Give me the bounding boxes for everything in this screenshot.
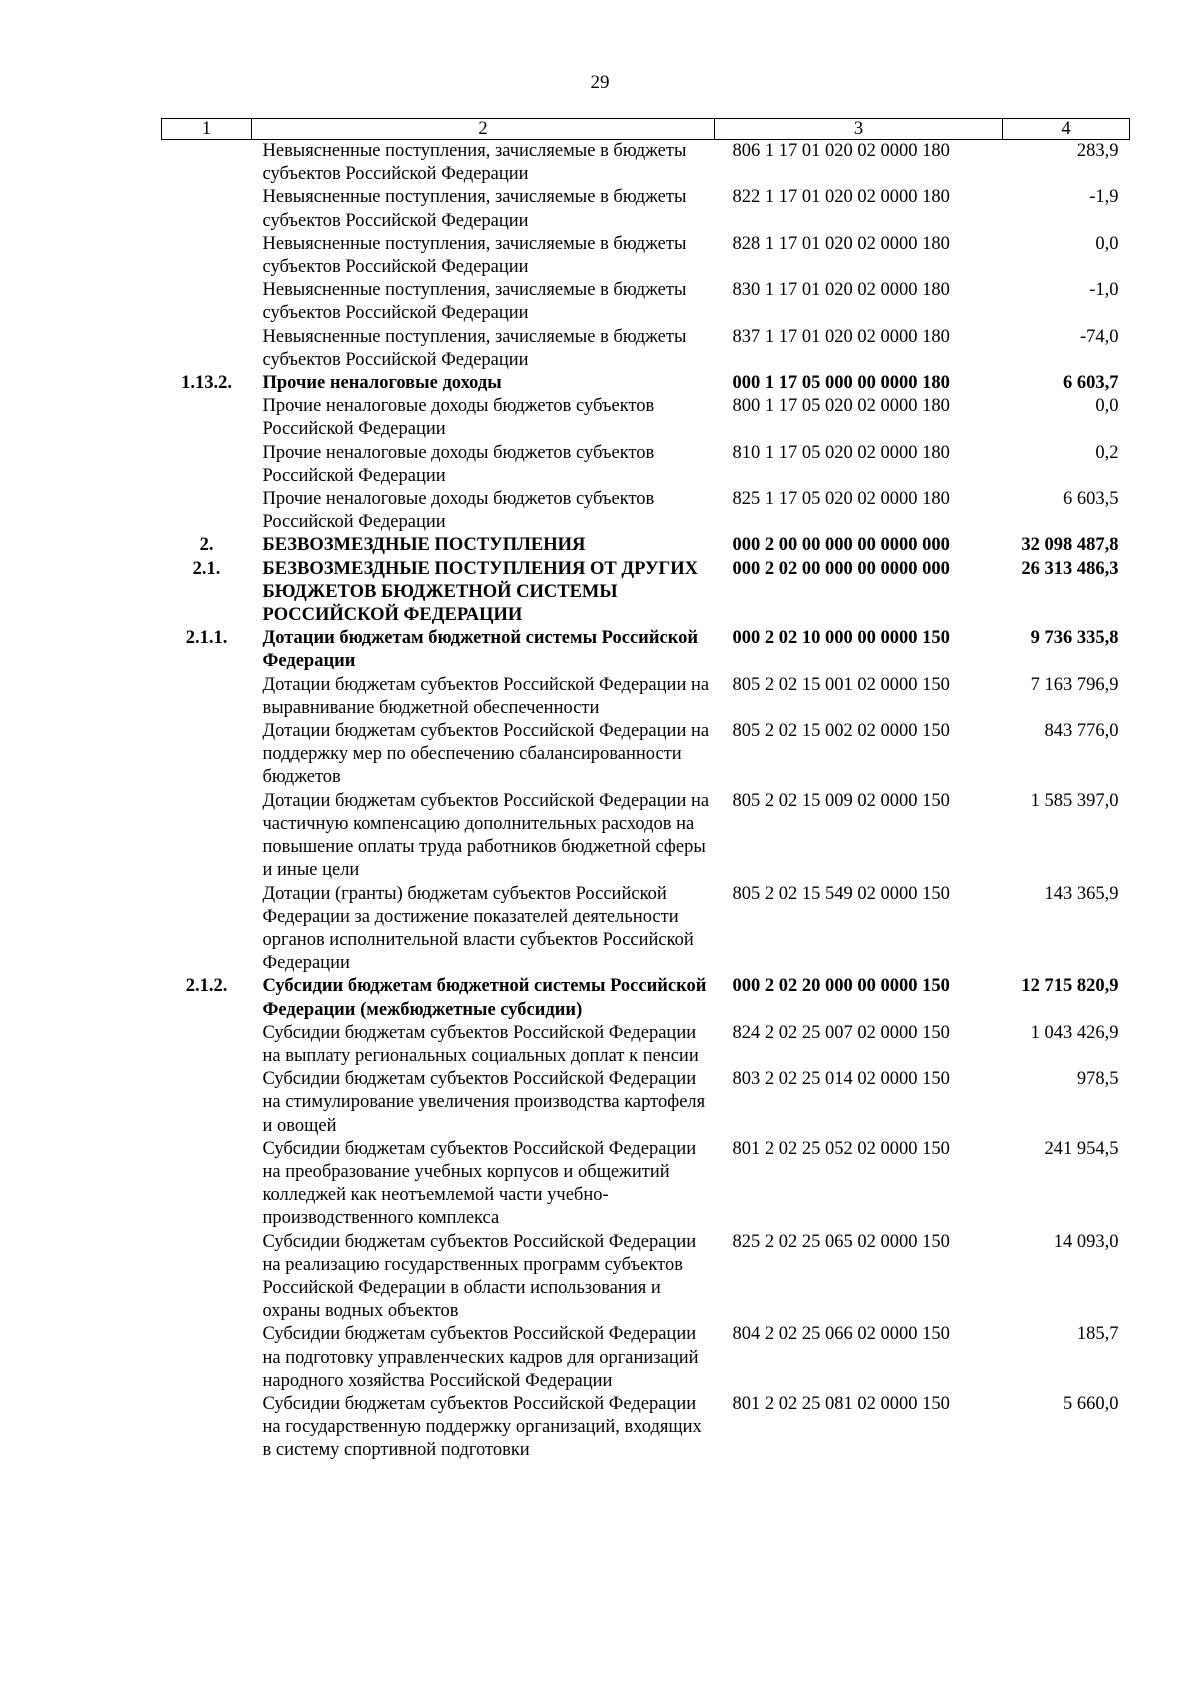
row-number [162, 442, 252, 488]
row-code: 828 1 17 01 020 02 0000 180 [732, 233, 950, 254]
row-name: Прочие неналоговые доходы бюджетов субъектов Российской Федерации [262, 396, 655, 440]
table-row [162, 975, 1130, 1021]
table-body [162, 140, 1130, 1463]
row-value: 14 093,0 [1053, 1231, 1119, 1252]
row-value: 978,5 [1076, 1069, 1119, 1090]
row-code: 801 2 02 25 052 02 0000 150 [732, 1138, 950, 1159]
row-value: 12 715 820,9 [1021, 976, 1119, 997]
table-row [162, 558, 1130, 628]
row-name: Дотации бюджетам субъектов Российской Федерации на частичную компенсацию дополнительных расходов на повышение оплаты труда работников бюджетной сферы и иные цели [262, 790, 710, 881]
table-row [162, 395, 1130, 441]
header-col-1: 1 [162, 119, 252, 140]
row-number: 2.1.1. [185, 628, 228, 649]
row-number: 2. [199, 535, 214, 556]
row-code: 837 1 17 01 020 02 0000 180 [732, 326, 950, 347]
row-name: Невыясненные поступления, зачисляемые в бюджеты субъектов Российской Федерации [262, 233, 687, 278]
row-number [162, 720, 252, 790]
page-number: 29 [590, 72, 610, 93]
row-value: 843 776,0 [1044, 721, 1119, 742]
row-name: Дотации (гранты) бюджетам субъектов Российской Федерации за достижение показателей деятельности органов исполнительной власти субъектов Российской Федерации [262, 883, 694, 974]
row-name: Дотации бюджетам субъектов Российской Федерации на выравнивание бюджетной обеспеченности [262, 674, 710, 718]
row-name: Дотации бюджетам субъектов Российской Федерации на поддержку мер по обеспечению сбалансированности бюджетов [262, 721, 710, 788]
table-row [162, 140, 1130, 187]
row-name: Субсидии бюджетам субъектов Российской Федерации на стимулирование увеличения производства картофеля и овощей [262, 1069, 706, 1136]
row-code: 000 2 02 20 000 00 0000 150 [732, 976, 950, 997]
row-code: 825 2 02 25 065 02 0000 150 [732, 1231, 950, 1252]
table-row [162, 326, 1130, 372]
row-code: 805 2 02 15 549 02 0000 150 [732, 883, 950, 904]
row-value: 6 603,7 [1063, 373, 1119, 394]
row-number [162, 186, 252, 232]
table-header [162, 119, 1130, 140]
row-number [162, 1323, 252, 1393]
row-name: БЕЗВОЗМЕЗДНЫЕ ПОСТУПЛЕНИЯ [262, 535, 586, 556]
header-col-3: 3 [715, 119, 1003, 140]
table-row [162, 720, 1130, 790]
row-value: 7 163 796,9 [1030, 674, 1119, 695]
row-name: Субсидии бюджетам субъектов Российской Федерации на выплату региональных социальных доплат к пенсии [262, 1022, 699, 1066]
row-code: 803 2 02 25 014 02 0000 150 [732, 1069, 950, 1090]
row-number [162, 488, 252, 534]
row-name: Субсидии бюджетам субъектов Российской Федерации на подготовку управленческих кадров для организаций народного хозяйства Российской Федерации [262, 1324, 699, 1391]
row-name: Субсидии бюджетам бюджетной системы Российской Федерации (межбюджетные субсидии) [262, 976, 707, 1020]
table-row [162, 1393, 1130, 1463]
row-name: Прочие неналоговые доходы бюджетов субъектов Российской Федерации [262, 442, 655, 486]
row-value: 185,7 [1076, 1324, 1119, 1345]
table-row [162, 233, 1130, 279]
row-value: 6 603,5 [1063, 489, 1119, 510]
row-number [162, 1393, 252, 1463]
row-code: 805 2 02 15 002 02 0000 150 [732, 721, 950, 742]
row-code: 000 2 02 10 000 00 0000 150 [732, 628, 950, 649]
table-row [162, 1068, 1130, 1138]
table-row [162, 790, 1130, 883]
row-code: 000 1 17 05 000 00 0000 180 [732, 373, 950, 394]
row-number [162, 279, 252, 325]
row-number [162, 1138, 252, 1231]
row-number [162, 790, 252, 883]
table-row [162, 488, 1130, 534]
row-value: 0,2 [1095, 442, 1119, 463]
header-col-2: 2 [252, 119, 715, 140]
row-name: Субсидии бюджетам субъектов Российской Федерации на преобразование учебных корпусов и общежитий колледжей как неотъемлемой части учебно-производственного комплекса [262, 1138, 697, 1229]
row-value: 1 585 397,0 [1030, 790, 1119, 811]
row-code: 830 1 17 01 020 02 0000 180 [732, 280, 950, 301]
table-row [162, 1231, 1130, 1324]
row-name: Прочие неналоговые доходы бюджетов субъектов Российской Федерации [262, 489, 655, 533]
row-value: 32 098 487,8 [1021, 535, 1119, 556]
row-value: 0,0 [1095, 233, 1119, 254]
table-row [162, 1323, 1130, 1393]
budget-revenue-table [161, 118, 1130, 1463]
row-number: 2.1. [192, 558, 221, 579]
row-code: 825 1 17 05 020 02 0000 180 [732, 489, 950, 510]
row-number [162, 140, 252, 187]
row-name: Невыясненные поступления, зачисляемые в бюджеты субъектов Российской Федерации [262, 326, 687, 370]
table-row [162, 674, 1130, 720]
row-code: 822 1 17 01 020 02 0000 180 [732, 187, 950, 208]
table-row [162, 372, 1130, 395]
table-row [162, 279, 1130, 325]
row-code: 804 2 02 25 066 02 0000 150 [732, 1324, 950, 1345]
row-name: Невыясненные поступления, зачисляемые в бюджеты субъектов Российской Федерации [262, 187, 687, 231]
table-row [162, 1022, 1130, 1068]
header-col-4: 4 [1003, 119, 1130, 140]
row-code: 805 2 02 15 001 02 0000 150 [732, 674, 950, 695]
header-row [162, 119, 1130, 140]
row-number: 1.13.2. [181, 373, 232, 394]
table-row [162, 442, 1130, 488]
row-code: 806 1 17 01 020 02 0000 180 [732, 141, 950, 161]
row-value: -1,9 [1089, 187, 1119, 208]
row-code: 810 1 17 05 020 02 0000 180 [732, 442, 950, 463]
row-number [162, 1231, 252, 1324]
row-number [162, 674, 252, 720]
row-name: Невыясненные поступления, зачисляемые в бюджеты субъектов Российской Федерации [262, 280, 687, 324]
table-row [162, 627, 1130, 673]
row-name: БЕЗВОЗМЕЗДНЫЕ ПОСТУПЛЕНИЯ ОТ ДРУГИХ БЮДЖЕТОВ БЮДЖЕТНОЙ СИСТЕМЫ РОССИЙСКОЙ ФЕДЕРАЦИИ [262, 558, 699, 626]
row-value: 143 365,9 [1044, 883, 1119, 904]
row-value: 0,0 [1095, 396, 1119, 417]
row-code: 801 2 02 25 081 02 0000 150 [732, 1393, 950, 1414]
row-code: 824 2 02 25 007 02 0000 150 [732, 1022, 950, 1043]
row-number [162, 233, 252, 279]
row-code: 800 1 17 05 020 02 0000 180 [732, 396, 950, 417]
row-code: 000 2 00 00 000 00 0000 000 [732, 535, 950, 556]
row-value: 1 043 426,9 [1030, 1022, 1119, 1043]
row-value: 5 660,0 [1063, 1393, 1119, 1414]
row-value: 9 736 335,8 [1030, 628, 1119, 649]
row-value: 283,9 [1076, 141, 1119, 161]
row-number [162, 1068, 252, 1138]
table-row [162, 534, 1130, 557]
row-number: 2.1.2. [185, 976, 228, 997]
row-name: Невыясненные поступления, зачисляемые в бюджеты субъектов Российской Федерации [262, 141, 687, 185]
row-name: Дотации бюджетам бюджетной системы Российской Федерации [262, 628, 699, 672]
row-name: Субсидии бюджетам субъектов Российской Федерации на реализацию государственных программ субъектов Российской Федерации в области использования и охраны водных объектов [262, 1231, 697, 1322]
row-name: Субсидии бюджетам субъектов Российской Федерации на государственную поддержку организаций, входящих в систему спортивной подготовки [262, 1393, 702, 1461]
row-name: Прочие неналоговые доходы [262, 373, 502, 394]
row-number [162, 1022, 252, 1068]
table-row [162, 1138, 1130, 1231]
table-row [162, 186, 1130, 232]
row-value: 26 313 486,3 [1021, 558, 1119, 579]
row-value: -74,0 [1079, 326, 1119, 347]
row-value: 241 954,5 [1044, 1138, 1119, 1159]
row-code: 000 2 02 00 000 00 0000 000 [732, 558, 950, 579]
row-code: 805 2 02 15 009 02 0000 150 [732, 790, 950, 811]
row-number [162, 883, 252, 976]
row-number [162, 326, 252, 372]
table-row [162, 883, 1130, 976]
row-number [162, 395, 252, 441]
row-value: -1,0 [1089, 280, 1119, 301]
